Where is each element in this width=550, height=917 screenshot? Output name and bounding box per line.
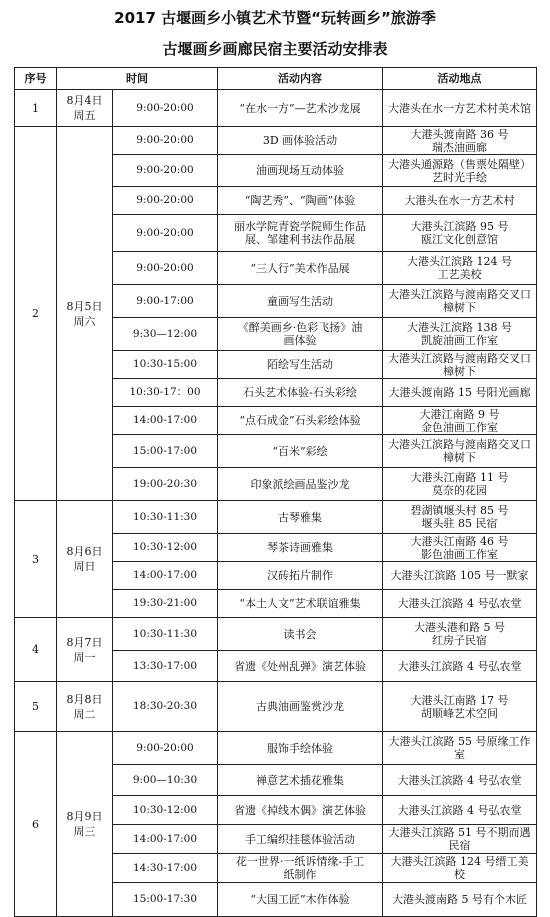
location-cell bbox=[383, 90, 537, 127]
cell-line: 樟树下 bbox=[443, 451, 476, 464]
location-cell bbox=[383, 155, 537, 187]
time-cell: 9:00-20:00 bbox=[113, 215, 218, 252]
cell-line: 8月8日 bbox=[66, 692, 103, 706]
cell-line: 周日 bbox=[73, 560, 96, 573]
cell-line: 展、邹建利书法作品展 bbox=[245, 233, 355, 246]
time-cell: 9:00-20:00 bbox=[113, 732, 218, 765]
cell-line: 省遗《掉线木偶》演艺体验 bbox=[234, 803, 366, 817]
cell-line: 周二 bbox=[73, 707, 96, 721]
header-row bbox=[15, 68, 537, 90]
cell-line: 汉砖拓片制作 bbox=[267, 569, 333, 582]
time-cell: 10:30-12:00 bbox=[113, 534, 218, 562]
cell-line: “本土人文”艺术联谊雅集 bbox=[239, 597, 361, 610]
cell-line: 周六 bbox=[73, 314, 96, 328]
cell-line: 红房子民宿 bbox=[432, 634, 487, 647]
cell-line: 大港头江滨路 124 号缙工美 bbox=[390, 855, 529, 868]
activity-cell bbox=[218, 407, 383, 435]
cell-line: 大港头江滨路与渡南路交叉口 bbox=[388, 438, 531, 451]
activity-cell bbox=[218, 732, 383, 765]
location-cell bbox=[383, 501, 537, 534]
schedule-table bbox=[14, 67, 537, 917]
cell-line: 古典油画鉴赏沙龙 bbox=[256, 700, 344, 713]
time-cell: 9:30—12:00 bbox=[113, 318, 218, 351]
activity-cell bbox=[218, 252, 383, 285]
seq-cell: 1 bbox=[15, 90, 57, 127]
cell-line: 大港头通源路（售票处隔壁） bbox=[388, 157, 531, 171]
activity-cell bbox=[218, 562, 383, 590]
cell-line: 古琴雅集 bbox=[278, 510, 322, 524]
cell-line: 周一 bbox=[73, 650, 96, 664]
cell-line: 大港头港和路 5 号 bbox=[414, 621, 505, 634]
header-seq: 序号 bbox=[15, 68, 57, 90]
activity-cell bbox=[218, 534, 383, 562]
cell-line: 大港江南路 9 号 bbox=[419, 407, 500, 421]
cell-line: 胡顺峰艺术空间 bbox=[421, 706, 498, 720]
cell-line: 《醉美画乡·色彩飞扬》油 bbox=[237, 321, 363, 334]
date-cell bbox=[57, 732, 113, 917]
header-place: 活动地点 bbox=[383, 68, 537, 90]
activity-cell bbox=[218, 435, 383, 468]
location-cell bbox=[383, 651, 537, 682]
activity-cell bbox=[218, 285, 383, 318]
activity-cell bbox=[218, 318, 383, 351]
title-line-2: 古堰画乡画廊民宿主要活动安排表 bbox=[162, 40, 388, 58]
cell-line: 8月4日 bbox=[66, 94, 103, 107]
cell-line: 童画写生活动 bbox=[267, 294, 333, 308]
cell-line: 民宿 bbox=[448, 839, 471, 852]
location-cell bbox=[383, 351, 537, 379]
cell-line: 陌绘写生活动 bbox=[267, 358, 333, 371]
time-cell: 19:30-21:00 bbox=[113, 590, 218, 618]
activity-cell bbox=[218, 796, 383, 825]
time-cell: 10:30-15:00 bbox=[113, 351, 218, 379]
location-cell bbox=[383, 468, 537, 501]
cell-line: 大港头江南路 46 号 bbox=[410, 534, 509, 548]
cell-line: 金色油画工作室 bbox=[421, 420, 498, 434]
cell-line: “点石成金”石头彩绘体验 bbox=[239, 414, 361, 427]
cell-line: 8月7日 bbox=[66, 635, 103, 649]
activity-cell bbox=[218, 215, 383, 252]
cell-line: 大港头江滨路 4 号弘农堂 bbox=[397, 803, 522, 817]
cell-line: “陶艺秀”、“陶画”体验 bbox=[244, 194, 356, 207]
cell-line: 工艺美校 bbox=[437, 268, 482, 281]
cell-line: 大港头渡南路 5 号有个木匠 bbox=[392, 893, 527, 906]
time-cell: 10:30-12:00 bbox=[113, 796, 218, 825]
date-cell bbox=[57, 682, 113, 732]
cell-line: 3D 画体验活动 bbox=[262, 134, 338, 147]
location-cell bbox=[383, 682, 537, 732]
title-line-1: 2017 古堰画乡小镇艺术节暨“玩转画乡”旅游季 bbox=[114, 9, 436, 27]
location-cell bbox=[383, 883, 537, 917]
cell-line: 花一世界·一纸诉情缘-手工 bbox=[235, 855, 365, 868]
location-cell bbox=[383, 379, 537, 407]
cell-line: 8月9日 bbox=[66, 810, 103, 823]
cell-line: 纸制作 bbox=[283, 868, 317, 881]
activity-cell bbox=[218, 187, 383, 215]
table-row bbox=[15, 127, 537, 155]
date-cell bbox=[57, 501, 113, 618]
time-cell: 9:00-20:00 bbox=[113, 187, 218, 215]
cell-line: 大港头在水一方艺术村美术馆 bbox=[388, 101, 531, 115]
location-cell bbox=[383, 765, 537, 796]
cell-line: 大港头渡南路 15 号阳光画廊 bbox=[388, 386, 531, 399]
cell-line: 读书会 bbox=[283, 627, 317, 641]
activity-cell bbox=[218, 379, 383, 407]
time-cell: 13:30-17:00 bbox=[113, 651, 218, 682]
table-row bbox=[15, 682, 537, 732]
location-cell bbox=[383, 796, 537, 825]
cell-line: 禅意艺术插花雅集 bbox=[256, 773, 344, 787]
activity-cell bbox=[218, 854, 383, 883]
activity-cell bbox=[218, 590, 383, 618]
cell-line: 大港头江滨路 124 号 bbox=[407, 255, 512, 268]
time-cell: 9:00-20:00 bbox=[113, 155, 218, 187]
location-cell bbox=[383, 435, 537, 468]
cell-line: 大港头江滨路 4 号弘农堂 bbox=[397, 597, 522, 610]
cell-line: 瑞杰油画廊 bbox=[432, 140, 487, 154]
location-cell bbox=[383, 318, 537, 351]
time-cell: 9:00—10:30 bbox=[113, 765, 218, 796]
cell-line: 大港头江滨路与渡南路交叉口 bbox=[388, 351, 531, 365]
time-cell: 9:00-20:00 bbox=[113, 252, 218, 285]
cell-line: 服饰手绘体验 bbox=[267, 741, 333, 755]
activity-cell bbox=[218, 618, 383, 651]
cell-line: 大港头江滨路 95 号 bbox=[410, 220, 509, 233]
time-cell: 19:00-20:30 bbox=[113, 468, 218, 501]
activity-cell bbox=[218, 825, 383, 854]
activity-cell bbox=[218, 351, 383, 379]
seq-cell: 4 bbox=[15, 618, 57, 682]
cell-line: 大港头江滨路 51 号不期而遇 bbox=[388, 826, 531, 839]
time-cell: 9:00-17:00 bbox=[113, 285, 218, 318]
location-cell bbox=[383, 127, 537, 155]
cell-line: 大港头江滨路 4 号弘农堂 bbox=[397, 659, 522, 673]
cell-line: “在水一方”—艺术沙龙展 bbox=[239, 101, 361, 115]
cell-line: 堰头驻 85 民宿 bbox=[421, 517, 498, 530]
location-cell bbox=[383, 534, 537, 562]
activity-cell bbox=[218, 127, 383, 155]
cell-line: 影色油画工作室 bbox=[421, 547, 498, 561]
date-cell bbox=[57, 127, 113, 501]
cell-line: “百米”彩绘 bbox=[272, 444, 328, 458]
cell-line: 大港头在水一方艺术村 bbox=[404, 194, 515, 207]
time-cell: 9:00-20:00 bbox=[113, 90, 218, 127]
location-cell bbox=[383, 407, 537, 435]
cell-line: 画体验 bbox=[283, 334, 317, 347]
cell-line: 省遗《处州乱弹》演艺体验 bbox=[234, 659, 366, 673]
cell-line: “大国工匠”木作体验 bbox=[250, 893, 350, 906]
cell-line: 印象派绘画品鉴沙龙 bbox=[250, 477, 350, 491]
table-row bbox=[15, 501, 537, 534]
cell-line: 大港头江南路 17 号 bbox=[410, 693, 509, 707]
cell-line: 大港头江滨路 55 号原缘工作 bbox=[388, 735, 531, 748]
location-cell bbox=[383, 215, 537, 252]
cell-line: 8月6日 bbox=[66, 545, 103, 558]
cell-line: 樟树下 bbox=[443, 301, 476, 314]
header-content: 活动内容 bbox=[218, 68, 383, 90]
location-cell bbox=[383, 562, 537, 590]
time-cell: 15:00-17:30 bbox=[113, 883, 218, 917]
cell-line: 莫奈的花园 bbox=[432, 484, 487, 497]
cell-line: 大港头江滨路 105 号一默家 bbox=[390, 569, 529, 582]
location-cell bbox=[383, 285, 537, 318]
date-cell bbox=[57, 90, 113, 127]
cell-line: 手工编织挂毯体验活动 bbox=[245, 832, 355, 846]
cell-line: 艺时光手绘 bbox=[432, 170, 487, 184]
location-cell bbox=[383, 618, 537, 651]
time-cell: 18:30-20:30 bbox=[113, 682, 218, 732]
time-cell: 14:00-17:00 bbox=[113, 562, 218, 590]
cell-line: 樟树下 bbox=[443, 364, 476, 378]
table-row bbox=[15, 732, 537, 765]
time-cell: 14:00-17:00 bbox=[113, 825, 218, 854]
location-cell bbox=[383, 732, 537, 765]
cell-line: 油画现场互动体验 bbox=[256, 164, 344, 177]
cell-line: 大港头江滨路 138 号 bbox=[407, 321, 512, 334]
activity-cell bbox=[218, 90, 383, 127]
activity-cell bbox=[218, 468, 383, 501]
cell-line: 周三 bbox=[73, 825, 96, 838]
location-cell bbox=[383, 187, 537, 215]
location-cell bbox=[383, 590, 537, 618]
time-cell: 14:00-17:00 bbox=[113, 407, 218, 435]
cell-line: 丽水学院青瓷学院师生作品 bbox=[234, 220, 366, 233]
time-cell: 9:00-20:00 bbox=[113, 127, 218, 155]
activity-cell bbox=[218, 682, 383, 732]
time-cell: 15:00-17:00 bbox=[113, 435, 218, 468]
cell-line: 大港头江滨路与渡南路交叉口 bbox=[388, 288, 531, 301]
cell-line: 大港头江南路 11 号 bbox=[410, 471, 509, 484]
location-cell bbox=[383, 825, 537, 854]
seq-cell: 6 bbox=[15, 732, 57, 917]
location-cell bbox=[383, 252, 537, 285]
cell-line: 周五 bbox=[73, 109, 96, 122]
schedule-body bbox=[15, 90, 537, 917]
activity-cell bbox=[218, 765, 383, 796]
cell-line: 琴茶诗画雅集 bbox=[267, 541, 333, 554]
table-row bbox=[15, 90, 537, 127]
cell-line: 8月5日 bbox=[66, 299, 103, 313]
time-cell: 10:30-11:30 bbox=[113, 618, 218, 651]
time-cell: 10:30-11:30 bbox=[113, 501, 218, 534]
cell-line: 瓯江文化创意馆 bbox=[421, 233, 498, 246]
activity-cell bbox=[218, 155, 383, 187]
seq-cell: 2 bbox=[15, 127, 57, 501]
cell-line: 碧湖镇堰头村 85 号 bbox=[410, 504, 509, 517]
date-cell bbox=[57, 618, 113, 682]
cell-line: 大港头江滨路 4 号弘农堂 bbox=[397, 773, 522, 787]
cell-line: 凯旋油画工作室 bbox=[421, 334, 498, 347]
activity-cell bbox=[218, 883, 383, 917]
cell-line: 石头艺术体验-石头彩绘 bbox=[243, 386, 357, 399]
location-cell bbox=[383, 854, 537, 883]
cell-line: 校 bbox=[454, 868, 465, 881]
time-cell: 14:30-17:00 bbox=[113, 854, 218, 883]
table-row bbox=[15, 618, 537, 651]
activity-cell bbox=[218, 651, 383, 682]
seq-cell: 3 bbox=[15, 501, 57, 618]
seq-cell: 5 bbox=[15, 682, 57, 732]
cell-line: “三人行”美术作品展 bbox=[250, 261, 350, 275]
cell-line: 室 bbox=[454, 748, 465, 761]
header-time: 时间 bbox=[57, 68, 218, 90]
cell-line: 大港头渡南路 36 号 bbox=[410, 127, 509, 141]
activity-cell bbox=[218, 501, 383, 534]
time-cell: 10:30-17：00 bbox=[113, 379, 218, 407]
